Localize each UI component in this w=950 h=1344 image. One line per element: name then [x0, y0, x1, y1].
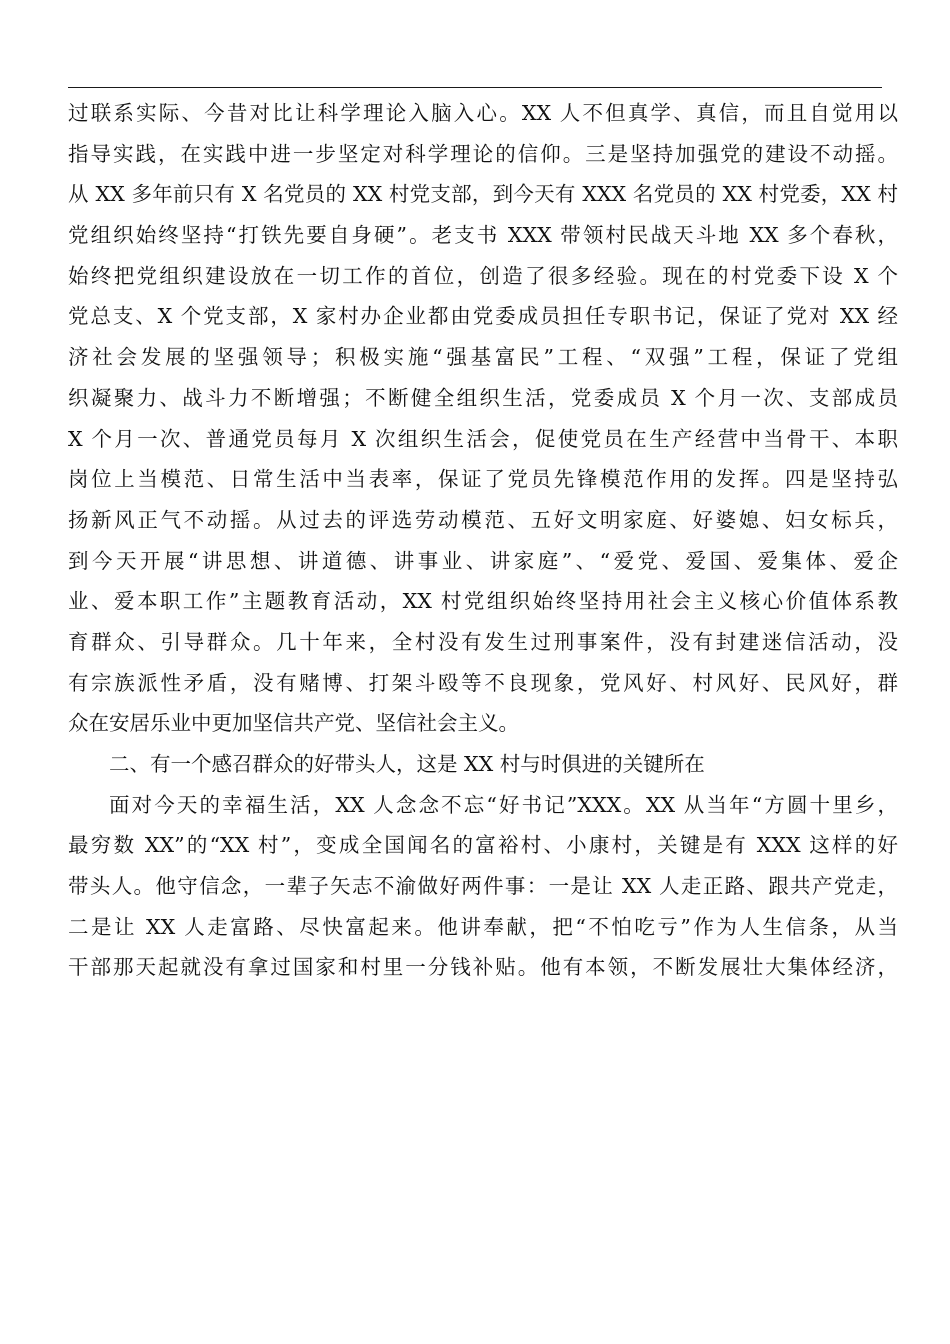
text-line: 始终把党组织建设放在一切工作的首位，创造了很多经验。现在的村党委下设 X 个 [68, 263, 898, 288]
text-line: 党组织始终坚持“打铁先要自身硬”。老支书 XXX 带领村民战天斗地 XX 多个春秋， [68, 223, 898, 248]
text-line: X 个月一次、普通党员每月 X 次组织生活会，促使党员在生产经营中当骨干、本职 [68, 426, 898, 451]
text-line: 有宗族派性矛盾，没有赌博、打架斗殴等不良现象，党风好、村风好、民风好，群 [68, 670, 898, 695]
text-line: 二是让 XX 人走富路、尽快富起来。他讲奉献，把“不怕吃亏”作为人生信条，从当 [68, 914, 898, 939]
text-line: 众在安居乐业中更加坚信共产党、坚信社会主义。 [68, 711, 519, 736]
document-body [68, 93, 898, 988]
text-line: 到今天开展“讲思想、讲道德、讲事业、讲家庭”、“爱党、爱国、爱集体、爱企 [68, 548, 898, 573]
text-line: 岗位上当模范、日常生活中当表率，保证了党员先锋模范作用的发挥。四是坚持弘 [68, 467, 898, 492]
paragraph-2 [68, 785, 898, 988]
text-line: 面对今天的幸福生活，XX 人念念不忘“好书记”XXX。XX 从当年“方圆十里乡， [109, 792, 898, 817]
header-rule [68, 87, 882, 88]
text-line: 最穷数 XX”的“XX 村”，变成全国闻名的富裕村、小康村，关键是有 XXX 这样的好 [68, 833, 898, 858]
paragraph-1 [68, 93, 898, 744]
text-line: 业、爱本职工作”主题教育活动，XX 村党组织始终坚持用社会主义核心价值体系教 [68, 589, 898, 614]
text-line: 干部那天起就没有拿过国家和村里一分钱补贴。他有本领，不断发展壮大集体经济， [68, 955, 898, 980]
section-heading: 二、有一个感召群众的好带头人，这是 XX 村与时俱进的关键所在 [109, 752, 705, 776]
text-line: 带头人。他守信念，一辈子矢志不渝做好两件事：一是让 XX 人走正路、跟共产党走， [68, 874, 898, 899]
text-line: 济社会发展的坚强领导；积极实施“强基富民”工程、“双强”工程，保证了党组 [68, 345, 898, 370]
text-line: 织凝聚力、战斗力不断增强；不断健全组织生活，党委成员 X 个月一次、支部成员 [68, 385, 898, 410]
text-line: 扬新风正气不动摇。从过去的评选劳动模范、五好文明家庭、好婆媳、妇女标兵， [68, 507, 898, 532]
text-line: 指导实践，在实践中进一步坚定对科学理论的信仰。三是坚持加强党的建设不动摇。 [68, 141, 898, 166]
text-line: 党总支、X 个党支部，X 家村办企业都由党委成员担任专职书记，保证了党对 XX 经 [68, 304, 898, 329]
text-line: 从 XX 多年前只有 X 名党员的 XX 村党支部，到今天有 XXX 名党员的 XX 村党委，XX 村 [68, 182, 898, 207]
text-line: 育群众、引导群众。几十年来，全村没有发生过刑事案件，没有封建迷信活动，没 [68, 629, 898, 654]
text-line: 过联系实际、今昔对比让科学理论入脑入心。XX 人不但真学、真信，而且自觉用以 [68, 101, 898, 125]
